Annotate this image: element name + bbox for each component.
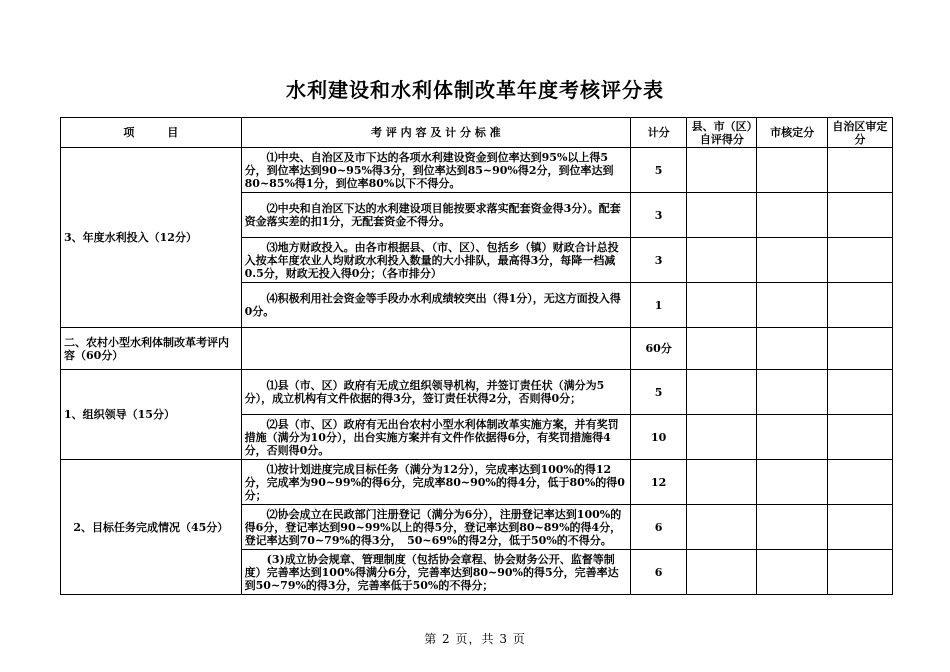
score-cell: 12 bbox=[631, 460, 687, 505]
scoring-table bbox=[60, 117, 893, 595]
criteria-cell: ⑴中央、自治区及市下达的各项水利建设资金到位率达到95%以上得5分，到位率达到90~95%得3分，到位率达到85~90%得2分，到位率达到80~85%得1分，到位率80%以下不得分。 bbox=[241, 148, 630, 193]
header-row bbox=[61, 118, 893, 148]
county-score-cell[interactable] bbox=[687, 415, 757, 460]
county-score-cell[interactable] bbox=[687, 460, 757, 505]
region-score-cell[interactable] bbox=[827, 550, 892, 595]
criteria-cell: ⑷积极利用社会资金等手段办水利成绩较突出（得1分），无这方面投入得0分。 bbox=[241, 283, 630, 328]
score-cell: 10 bbox=[631, 415, 687, 460]
county-score-cell[interactable] bbox=[687, 283, 757, 328]
city-score-cell[interactable] bbox=[757, 415, 827, 460]
city-score-cell[interactable] bbox=[757, 193, 827, 238]
county-score-cell[interactable] bbox=[687, 328, 757, 370]
score-cell: 1 bbox=[631, 283, 687, 328]
county-score-cell[interactable] bbox=[687, 370, 757, 415]
county-score-cell[interactable] bbox=[687, 148, 757, 193]
region-score-cell[interactable] bbox=[827, 238, 892, 283]
header-county-self-score: 县、市（区）自评得分 bbox=[687, 118, 757, 148]
score-cell: 6 bbox=[631, 550, 687, 595]
table-row bbox=[61, 370, 893, 415]
city-score-cell[interactable] bbox=[757, 550, 827, 595]
header-score: 计分 bbox=[631, 118, 687, 148]
header-region-score: 自治区审定分 bbox=[827, 118, 892, 148]
region-score-cell[interactable] bbox=[827, 193, 892, 238]
table-row bbox=[61, 328, 893, 370]
criteria-cell bbox=[241, 505, 630, 550]
page-footer: 第 2 页，共 3 页 bbox=[424, 632, 526, 646]
score-cell: 3 bbox=[631, 238, 687, 283]
sheet-title: 水利建设和水利体制改革年度考核评分表 bbox=[286, 78, 664, 102]
criteria-cell: ⑶地方财政投入。由各市根据县、（市、区）、包括乡（镇）财政合计总投入按本年度农业人均财政水利投入数量的大小排队，最高得3分，每降一档减0.5分，财政无投入得0分；（各市排分） bbox=[241, 238, 630, 283]
city-score-cell[interactable] bbox=[757, 370, 827, 415]
criteria-cell bbox=[241, 328, 630, 370]
score-cell: 3 bbox=[631, 193, 687, 238]
score-cell: 6 bbox=[631, 505, 687, 550]
city-score-cell[interactable] bbox=[757, 238, 827, 283]
item-cell: 3、年度水利投入（12分） bbox=[61, 148, 242, 328]
table-row bbox=[61, 148, 893, 193]
region-score-cell[interactable] bbox=[827, 148, 892, 193]
criteria-cell: (3)成立协会规章、管理制度（包括协会章程、协会财务公开、监督等制度）完善率达到100%得满分6分，完善率达到80~90%的得5分，完善率达到50~79%的得3分，完善率低于50%的不得分； bbox=[241, 550, 630, 595]
region-score-cell[interactable] bbox=[827, 370, 892, 415]
score-cell: 5 bbox=[631, 148, 687, 193]
county-score-cell[interactable] bbox=[687, 238, 757, 283]
city-score-cell[interactable] bbox=[757, 283, 827, 328]
region-score-cell[interactable] bbox=[827, 460, 892, 505]
header-city-score: 市核定分 bbox=[757, 118, 827, 148]
score-cell: 5 bbox=[631, 370, 687, 415]
item-cell: 2、目标任务完成情况（45分） bbox=[61, 460, 242, 595]
item-cell: 1、组织领导（15分） bbox=[61, 370, 242, 460]
item-cell: 二、农村小型水利体制改革考评内容（60分） bbox=[61, 328, 242, 370]
region-score-cell[interactable] bbox=[827, 283, 892, 328]
city-score-cell[interactable] bbox=[757, 328, 827, 370]
region-score-cell[interactable] bbox=[827, 328, 892, 370]
criteria-cell: ⑵县（市、区）政府有无出台农村小型水利体制改革实施方案，并有奖罚措施（满分为10分），出台实施方案并有文件作依据得6分，有奖罚措施得4分，否则得0分。 bbox=[241, 415, 630, 460]
region-score-cell[interactable] bbox=[827, 415, 892, 460]
table-row bbox=[61, 460, 893, 505]
city-score-cell[interactable] bbox=[757, 148, 827, 193]
criteria-cell: ⑵中央和自治区下达的水利建设项目能按要求落实配套资金得3分）。配套资金落实差的扣1分，无配套资金不得分。 bbox=[241, 193, 630, 238]
city-score-cell[interactable] bbox=[757, 505, 827, 550]
region-score-cell[interactable] bbox=[827, 505, 892, 550]
score-cell: 60分 bbox=[631, 328, 687, 370]
criteria-text: ⑵协会成立在民政部门注册登记（满分为6分），注册登记率达到100%的得6分，登记率达到90~99%以上的得5分，登记率达到80~89%的得4分，登记率达到70~79%的得3分， 50~69%的得2分，低于50%的不得分。 bbox=[244, 507, 622, 547]
criteria-cell: ⑴按计划进度完成目标任务（满分为12分），完成率达到100%的得12分，完成率为90~99%的得6分，完成率80~90%的得4分，低于80%的得0分； bbox=[241, 460, 630, 505]
header-item: 项 目 bbox=[61, 118, 242, 148]
county-score-cell[interactable] bbox=[687, 505, 757, 550]
city-score-cell[interactable] bbox=[757, 460, 827, 505]
county-score-cell[interactable] bbox=[687, 193, 757, 238]
criteria-cell: ⑴县（市、区）政府有无成立组织领导机构，并签订责任状（满分为5分），成立机构有文件依据的得3分，签订责任状得2分，否则得0分； bbox=[241, 370, 630, 415]
header-criteria: 考 评 内 容 及 计 分 标 准 bbox=[241, 118, 630, 148]
county-score-cell[interactable] bbox=[687, 550, 757, 595]
